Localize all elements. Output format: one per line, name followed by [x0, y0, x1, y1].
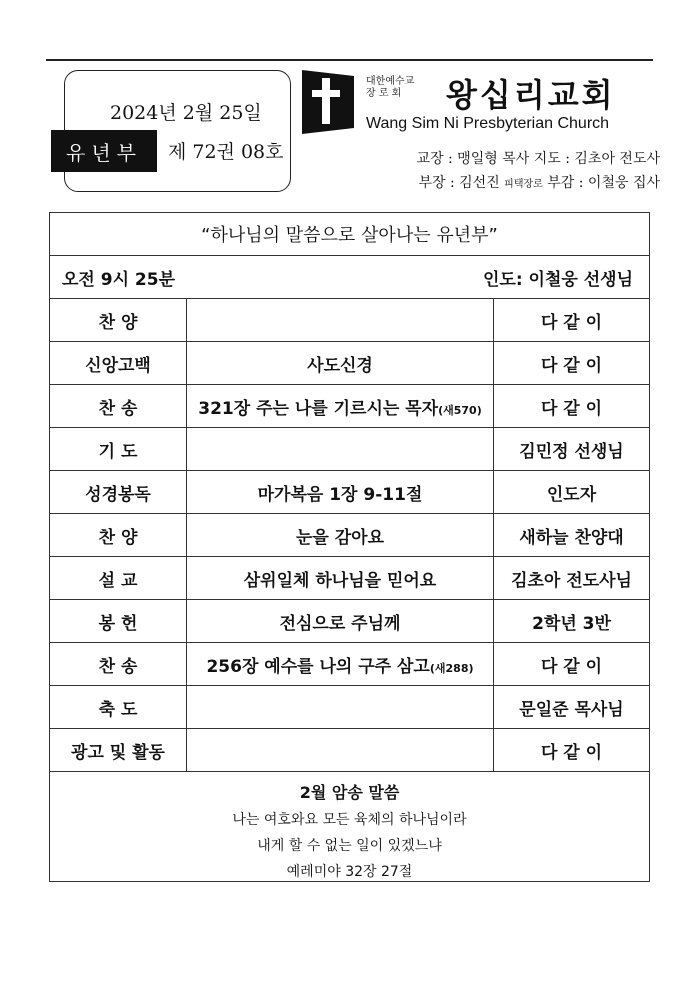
memory-verse-line-2: 내게 할 수 없는 일이 있겠느냐 — [257, 838, 442, 854]
order-row — [50, 299, 650, 342]
order-item: 기 도 — [50, 428, 187, 471]
order-item: 찬 송 — [50, 385, 187, 428]
order-leader: 다 같 이 — [494, 299, 650, 342]
order-content: 256장 예수를 나의 구주 삼고(새288) — [187, 643, 494, 686]
church-name-english: Wang Sim Ni Presbyterian Church — [366, 115, 610, 132]
order-row — [50, 557, 650, 600]
staff-line-1: 교장 : 맹일형 목사 지도 : 김초아 전도사 — [416, 151, 660, 167]
order-row — [50, 342, 650, 385]
staff-line-2: 부장 : 김선진 피택장로 부감 : 이철웅 집사 — [418, 175, 660, 191]
denomination: 대한예수교 장 로 회 — [366, 76, 415, 99]
order-item: 축 도 — [50, 686, 187, 729]
order-leader: 2학년 3반 — [494, 600, 650, 643]
service-time: 오전 9시 25분 — [62, 269, 176, 290]
church-name: 왕십리교회 — [446, 76, 616, 114]
order-content: 눈을 감아요 — [187, 514, 494, 557]
order-content: 321장 주는 나를 기르시는 목자(새570) — [187, 385, 494, 428]
order-leader: 문일준 목사님 — [494, 686, 650, 729]
memory-verse-title: 2월 암송 말씀 — [299, 783, 400, 802]
order-content: 전심으로 주님께 — [187, 600, 494, 643]
order-content: 사도신경 — [187, 342, 494, 385]
order-row — [50, 729, 650, 772]
order-leader: 다 같 이 — [494, 643, 650, 686]
header-rule — [46, 59, 653, 61]
order-row — [50, 428, 650, 471]
department-label: 유년부 — [51, 130, 157, 172]
worship-order-table — [49, 212, 650, 882]
order-leader: 다 같 이 — [494, 729, 650, 772]
service-leader: 인도: 이철웅 선생님 — [482, 269, 633, 290]
info-row — [50, 256, 650, 299]
order-leader: 새하늘 찬양대 — [494, 514, 650, 557]
order-item: 봉 헌 — [50, 600, 187, 643]
order-row — [50, 471, 650, 514]
order-row — [50, 514, 650, 557]
memory-verse-line-1: 나는 여호와요 모든 육체의 하나님이라 — [232, 812, 467, 828]
order-row — [50, 385, 650, 428]
order-row — [50, 600, 650, 643]
memory-verse-reference: 예레미야 32장 27절 — [286, 864, 413, 880]
order-leader: 다 같 이 — [494, 385, 650, 428]
bulletin-date: 2024년 2월 25일 — [110, 102, 262, 124]
order-content: 마가복음 1장 9-11절 — [187, 471, 494, 514]
order-content — [187, 428, 494, 471]
memory-verse-row — [50, 772, 650, 882]
order-item: 신앙고백 — [50, 342, 187, 385]
order-item: 찬 송 — [50, 643, 187, 686]
order-content: 삼위일체 하나님을 믿어요 — [187, 557, 494, 600]
church-cross-logo — [300, 66, 356, 136]
order-item: 성경봉독 — [50, 471, 187, 514]
order-row — [50, 686, 650, 729]
order-leader: 김초아 전도사님 — [494, 557, 650, 600]
order-item: 찬 양 — [50, 299, 187, 342]
order-item: 광고 및 활동 — [50, 729, 187, 772]
theme-text: “하나님의 말씀으로 살아나는 유년부” — [50, 213, 650, 256]
theme-row — [50, 213, 650, 256]
order-leader: 인도자 — [494, 471, 650, 514]
order-leader: 김민정 선생님 — [494, 428, 650, 471]
order-item: 찬 양 — [50, 514, 187, 557]
order-leader: 다 같 이 — [494, 342, 650, 385]
order-content — [187, 686, 494, 729]
order-content — [187, 729, 494, 772]
order-item: 설 교 — [50, 557, 187, 600]
order-content — [187, 299, 494, 342]
issue-number: 제 72권 08호 — [168, 141, 284, 163]
order-row — [50, 643, 650, 686]
